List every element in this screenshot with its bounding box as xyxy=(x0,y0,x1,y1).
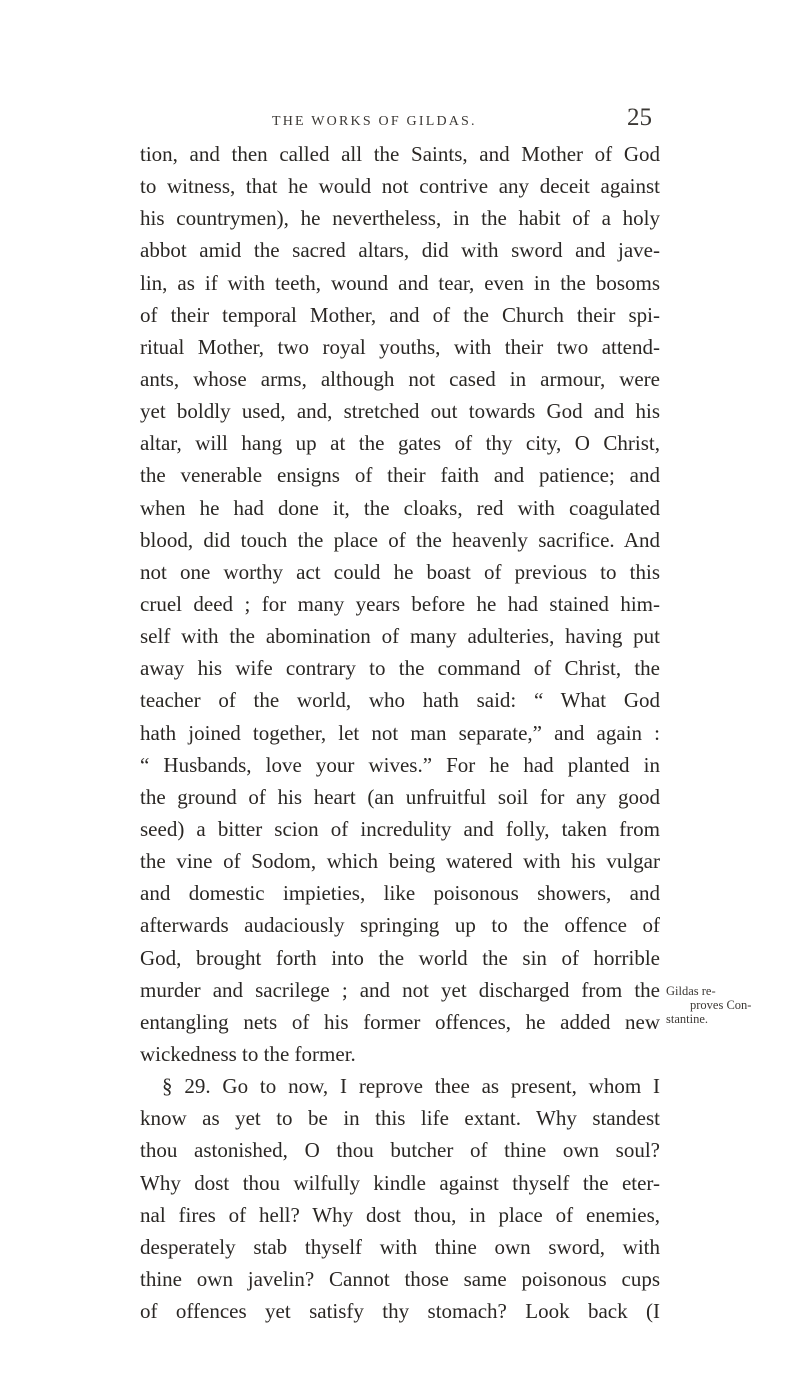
margin-note-line: stantine. xyxy=(666,1012,709,1026)
text-line: ants, whose arms, although not cased in armour, were xyxy=(140,366,660,391)
text-line: ritual Mother, two royal youths, with their two attend- xyxy=(140,334,660,359)
page-number: 25 xyxy=(627,104,652,131)
text-line: know as yet to be in this life extant. Why standest xyxy=(140,1106,660,1131)
text-line: of their temporal Mother, and of the Church their spi- xyxy=(140,302,660,327)
text-line: cruel deed ; for many years before he had stained him- xyxy=(140,591,660,616)
paragraph-end-line: wickedness to the former. xyxy=(140,1041,356,1066)
text-line: Why dost thou wilfully kindle against thyself the eter- xyxy=(140,1170,660,1195)
text-line: when he had done it, the cloaks, red with coagulated xyxy=(140,495,660,520)
text-line: self with the abomination of many adulteries, having put xyxy=(140,624,660,649)
text-line: teacher of the world, who hath said: “ What God xyxy=(140,688,660,713)
text-line: his countrymen), he nevertheless, in the habit of a holy xyxy=(140,206,660,231)
text-line: hath joined together, let not man separate,” and again : xyxy=(140,720,660,745)
text-line: of offences yet satisfy thy stomach? Look back (I xyxy=(140,1299,660,1324)
text-line: God, brought forth into the world the sin of horrible xyxy=(140,945,660,970)
text-line: thine own javelin? Cannot those same poisonous cups xyxy=(140,1266,660,1291)
text-line: nal fires of hell? Why dost thou, in place of enemies, xyxy=(140,1202,660,1227)
text-line: not one worthy act could he boast of previous to this xyxy=(140,559,660,584)
text-line: lin, as if with teeth, wound and tear, even in the bosoms xyxy=(140,270,660,295)
text-line: yet boldly used, and, stretched out towards God and his xyxy=(140,399,660,424)
text-line: “ Husbands, love your wives.” For he had planted in xyxy=(140,752,660,777)
text-line: the venerable ensigns of their faith and patience; and xyxy=(140,463,660,488)
text-line: desperately stab thyself with thine own sword, with xyxy=(140,1234,660,1259)
text-line: seed) a bitter scion of incredulity and folly, taken from xyxy=(140,816,660,841)
text-line: murder and sacrilege ; and not yet discharged from the xyxy=(140,977,660,1002)
text-line: tion, and then called all the Saints, and Mother of God xyxy=(140,142,660,166)
text-line: afterwards audaciously springing up to the offence of xyxy=(140,913,660,938)
text-line: the vine of Sodom, which being watered with his vulgar xyxy=(140,849,660,874)
body-text xyxy=(140,138,660,1327)
text-line: entangling nets of his former offences, he added new xyxy=(140,1009,660,1034)
margin-note xyxy=(666,984,800,1026)
text-line: altar, will hang up at the gates of thy city, O Christ, xyxy=(140,431,660,456)
text-line: abbot amid the sacred altars, did with sword and jave- xyxy=(140,238,660,263)
text-line: away his wife contrary to the command of Christ, the xyxy=(140,656,660,681)
section-29-start-line: § 29. Go to now, I reprove thee as present, whom I xyxy=(162,1074,660,1099)
text-line: the ground of his heart (an unfruitful soil for any good xyxy=(140,784,660,809)
margin-note-line: proves Con- xyxy=(690,998,752,1012)
margin-note-line: Gildas re- xyxy=(666,984,716,998)
running-title: THE WORKS OF GILDAS. xyxy=(272,114,477,129)
text-line: and domestic impieties, like poisonous showers, and xyxy=(140,881,660,906)
text-line: to witness, that he would not contrive any deceit against xyxy=(140,174,660,199)
text-line: thou astonished, O thou butcher of thine own soul? xyxy=(140,1138,660,1163)
text-line: blood, did touch the place of the heavenly sacrifice. And xyxy=(140,527,660,552)
